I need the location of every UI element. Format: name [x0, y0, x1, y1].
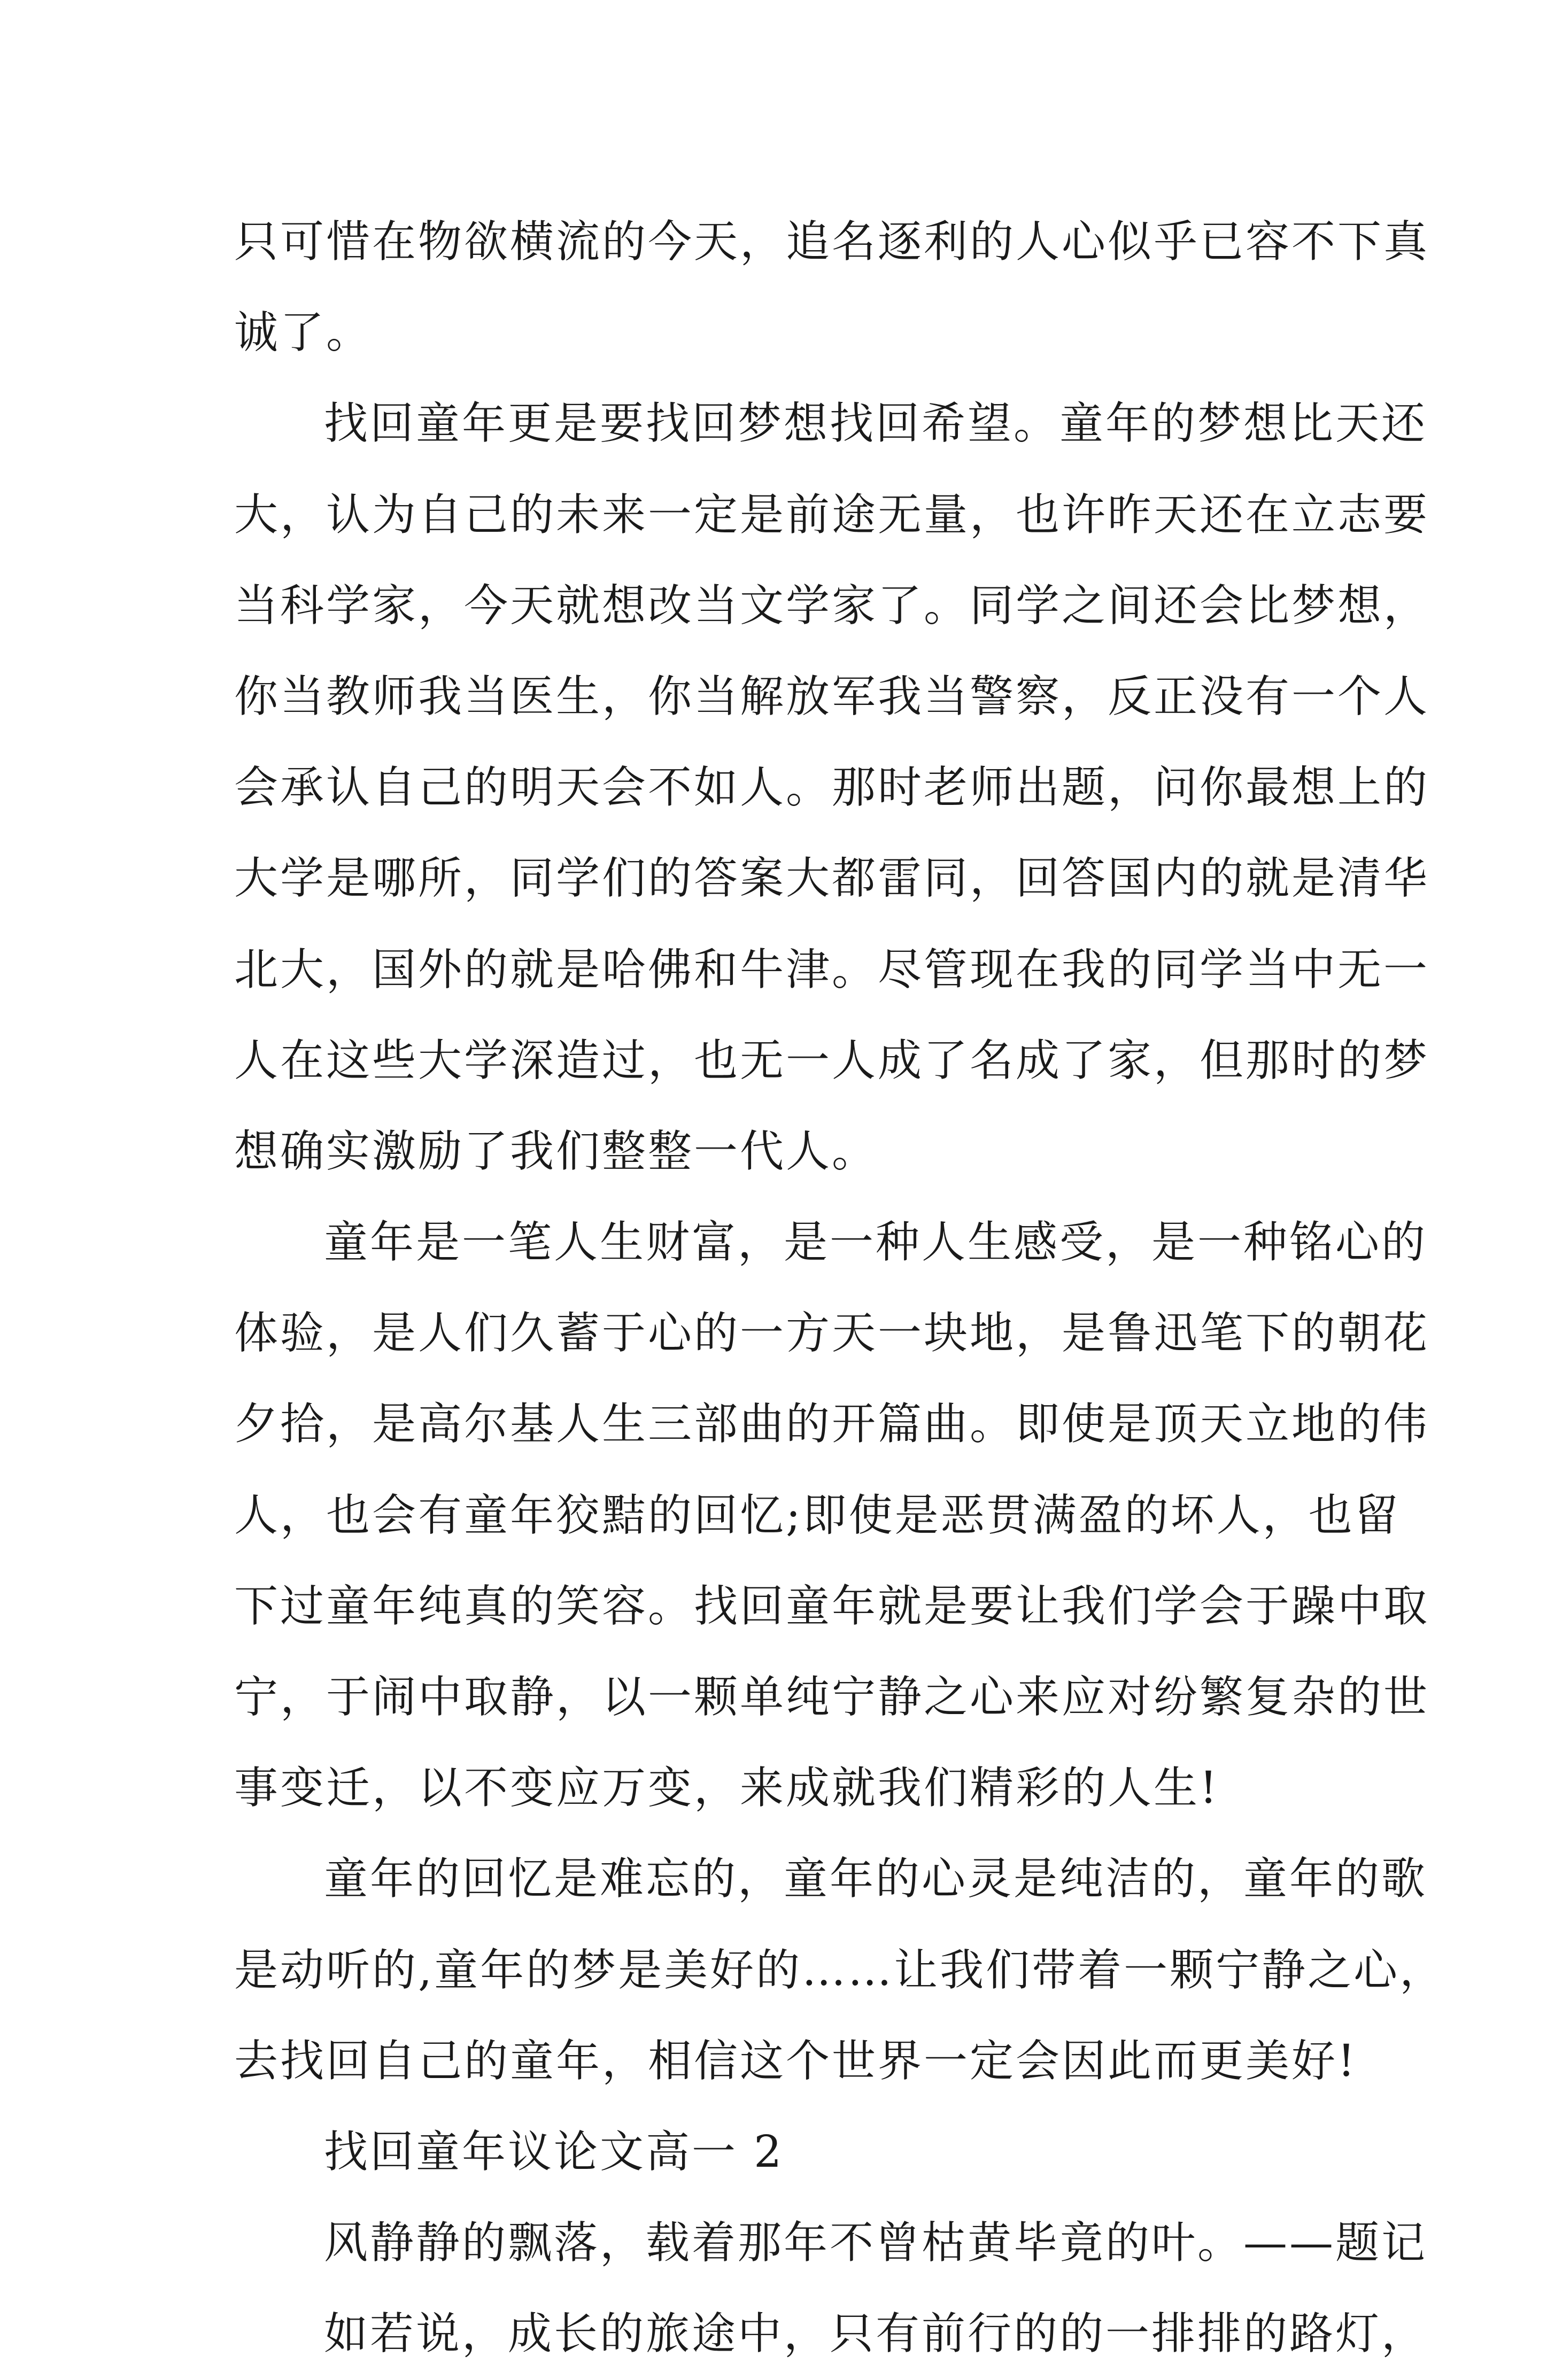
text-line-8: 大学是哪所，同学们的答案大都雷同，回答国内的就是清华	[234, 853, 1430, 904]
text-line-17: 宁，于闹中取静，以一颗单纯宁静之心来应对纷繁复杂的世	[234, 1672, 1430, 1723]
text-line-3: 找回童年更是要找回梦想找回希望。童年的梦想比天还	[324, 398, 1428, 449]
text-line-7: 会承认自己的明天会不如人。那时老师出题，问你最想上的	[234, 762, 1430, 813]
text-line-9: 北大，国外的就是哈佛和牛津。尽管现在我的同学当中无一	[234, 944, 1430, 995]
text-line-12: 童年是一笔人生财富，是一种人生感受，是一种铭心的	[324, 1217, 1428, 1268]
text-line-11: 想确实激励了我们整整一代人。	[234, 1126, 878, 1177]
text-line-13: 体验，是人们久蓄于心的一方天一块地，是鲁迅笔下的朝花	[234, 1308, 1430, 1359]
text-line-16: 下过童年纯真的笑容。找回童年就是要让我们学会于躁中取	[234, 1580, 1430, 1632]
text-line-10: 人在这些大学深造过，也无一人成了名成了家，但那时的梦	[234, 1035, 1430, 1086]
text-line-2: 诚了。	[234, 307, 373, 359]
text-line-18: 事变迁，以不变应万变，来成就我们精彩的人生!	[234, 1763, 1219, 1814]
section-heading: 找回童年议论文高一 2	[324, 2126, 784, 2177]
text-line-19: 童年的回忆是难忘的，童年的心灵是纯洁的，童年的歌	[324, 1854, 1428, 1905]
epigraph-line: 风静静的飘落，载着那年不曾枯黄毕竟的叶。——题记	[324, 2218, 1428, 2269]
text-line-1: 只可惜在物欲横流的今天，追名逐利的人心似乎已容不下真	[234, 216, 1430, 267]
text-line-5: 当科学家，今天就想改当文学家了。同学之间还会比梦想，	[234, 580, 1430, 631]
text-line-4: 大，认为自己的未来一定是前途无量，也许昨天还在立志要	[234, 489, 1430, 540]
text-line-20: 是动听的,童年的梦是美好的……让我们带着一颗宁静之心，	[234, 1944, 1446, 1996]
text-line-24: 如若说，成长的旅途中，只有前行的的一排排的路灯，	[324, 2308, 1428, 2360]
text-line-15: 人，也会有童年狡黠的回忆;即使是恶贯满盈的坏人，也留	[234, 1490, 1401, 1541]
text-line-6: 你当教师我当医生，你当解放军我当警察，反正没有一个人	[234, 671, 1430, 722]
text-line-21: 去找回自己的童年，相信这个世界一定会因此而更美好!	[234, 2035, 1357, 2087]
document-body	[234, 197, 1446, 2380]
text-line-14: 夕拾，是高尔基人生三部曲的开篇曲。即使是顶天立地的伟	[234, 1399, 1430, 1450]
